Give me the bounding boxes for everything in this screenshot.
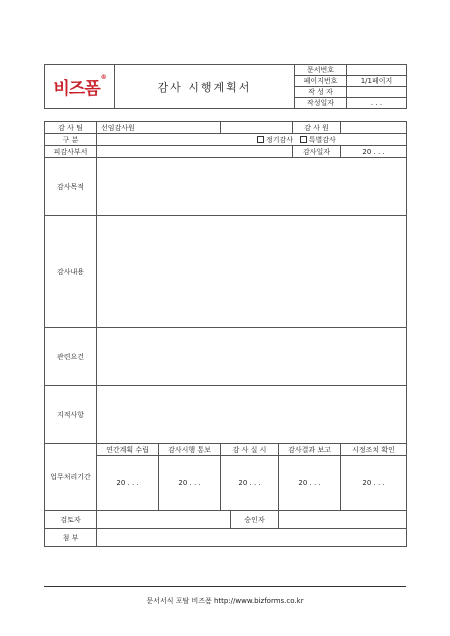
audit-team-value[interactable]: 선임감사원 bbox=[97, 122, 221, 134]
process-date[interactable]: 20 . . . bbox=[221, 456, 279, 511]
doc-no-value[interactable] bbox=[347, 65, 407, 76]
process-date[interactable]: 20 . . . bbox=[97, 456, 159, 511]
approver-field[interactable] bbox=[279, 511, 407, 529]
category-options bbox=[97, 134, 407, 146]
audit-team-label: 감 사 팀 bbox=[45, 122, 97, 134]
special-audit-checkbox[interactable] bbox=[300, 136, 307, 143]
content-field[interactable] bbox=[97, 216, 407, 328]
doc-no-label: 문서번호 bbox=[295, 65, 347, 76]
auditor-value[interactable] bbox=[341, 122, 407, 134]
date-value[interactable]: . . . bbox=[347, 98, 407, 109]
purpose-label: 감사목적 bbox=[45, 158, 97, 216]
author-value[interactable] bbox=[347, 87, 407, 98]
auditor-label: 감 사 원 bbox=[293, 122, 341, 134]
reviewer-label: 검토자 bbox=[45, 511, 97, 529]
process-header: 감사시행 통보 bbox=[159, 444, 221, 456]
process-date[interactable]: 20 . . . bbox=[279, 456, 341, 511]
process-date[interactable]: 20 . . . bbox=[341, 456, 407, 511]
purpose-field[interactable] bbox=[97, 158, 407, 216]
audit-date-label: 감사일자 bbox=[293, 146, 341, 158]
process-header: 연간계획 수립 bbox=[97, 444, 159, 456]
attachment-label: 첨 부 bbox=[45, 529, 97, 547]
audit-date-value[interactable]: 20 . . . bbox=[341, 146, 407, 158]
audit-plan-table bbox=[44, 121, 407, 547]
bizforms-logo: 비즈폼® bbox=[53, 74, 106, 99]
process-header: 감사결과 보고 bbox=[279, 444, 341, 456]
process-label: 업무처리기간 bbox=[45, 444, 97, 511]
reviewer-field[interactable] bbox=[97, 511, 231, 529]
page-no-value: 1/1페이지 bbox=[347, 76, 407, 87]
process-date[interactable]: 20 . . . bbox=[159, 456, 221, 511]
process-header: 감 사 실 시 bbox=[221, 444, 279, 456]
findings-label: 지적사항 bbox=[45, 386, 97, 444]
footer-text: 문서서식 포탈 비즈폼 http://www.bizforms.co.kr bbox=[146, 597, 304, 605]
document-title: 감사 시행계획서 bbox=[115, 65, 295, 109]
audit-team-blank[interactable] bbox=[221, 122, 293, 134]
findings-field[interactable] bbox=[97, 386, 407, 444]
logo-cell bbox=[45, 65, 115, 109]
footer-divider bbox=[44, 586, 406, 587]
regular-audit-text: 정기감사 bbox=[266, 135, 294, 144]
author-label: 작 성 자 bbox=[295, 87, 347, 98]
category-label: 구 분 bbox=[45, 134, 97, 146]
attachment-field[interactable] bbox=[97, 529, 407, 547]
requirements-field[interactable] bbox=[97, 328, 407, 386]
approver-label: 승인자 bbox=[231, 511, 279, 529]
regular-audit-checkbox[interactable] bbox=[257, 136, 264, 143]
auditee-value[interactable] bbox=[97, 146, 293, 158]
page-no-label: 페이지번호 bbox=[295, 76, 347, 87]
content-label: 감사내용 bbox=[45, 216, 97, 328]
header-table bbox=[44, 64, 407, 109]
requirements-label: 관련요건 bbox=[45, 328, 97, 386]
auditee-label: 피감사부서 bbox=[45, 146, 97, 158]
special-audit-text: 특별감사 bbox=[308, 135, 336, 144]
date-label: 작성일자 bbox=[295, 98, 347, 109]
process-header: 시정조치 확인 bbox=[341, 444, 407, 456]
